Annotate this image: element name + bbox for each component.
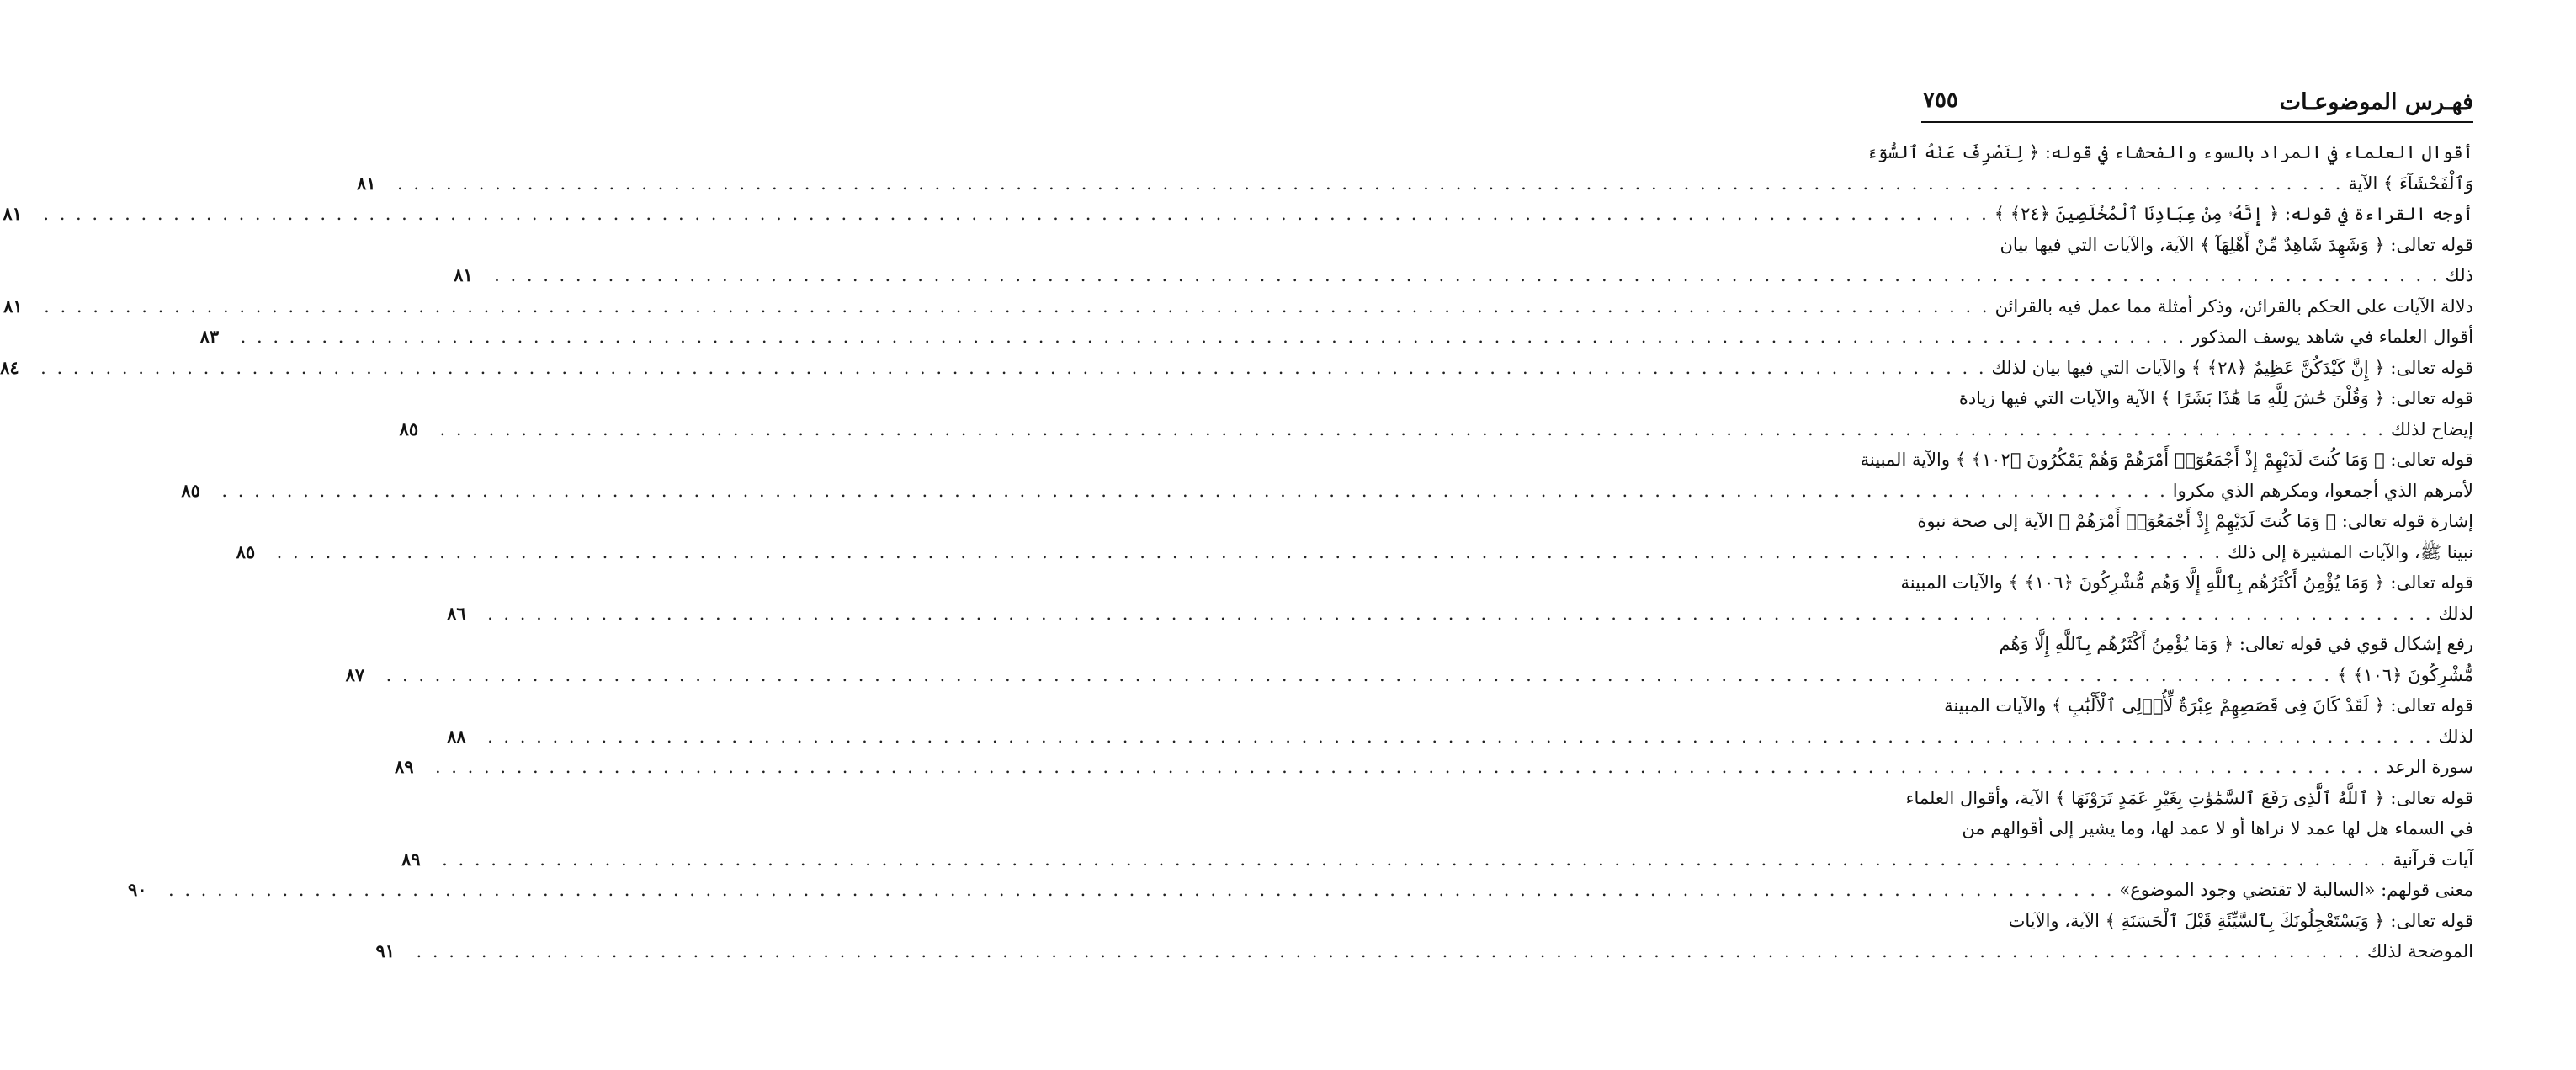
toc-line <box>3 199 2473 230</box>
dot-leader: . . . . . . . . . . . . . . . . . . . . . . . . . . . . . . . . . . . . . . . . . . . . . . . . . . . . . . . . . . . . . . . . . . . . . . . . . . . . . . . . . . . . . . . . . . . . . . . . . . . . . . . . . . . . . . . . . . . . . . . . <box>40 357 1987 378</box>
toc-entry-text: رفع إشكال قوي في قوله تعالى: ﴿ وَمَا يُؤْمِنُ أَكْثَرُهُم بِٱللَّهِ إِلَّا وَهُم <box>1999 634 2473 654</box>
toc-page-number: ٨٥ <box>181 479 200 501</box>
toc-line <box>181 476 2473 507</box>
toc-line <box>199 322 2473 353</box>
toc-page-number: ٨٩ <box>394 756 414 777</box>
toc-line <box>399 414 2473 445</box>
dot-leader: . . . . . . . . . . . . . . . . . . . . . . . . . . . . . . . . . . . . . . . . . . . . . . . . . . . . . . . . . . . . . . . . . . . . . . . . . . . . . . . . . . . . . . . . . . . . . . . . . . . . . . . . . . . . . . . . . . . . . . . . <box>43 204 1989 224</box>
dot-leader: . . . . . . . . . . . . . . . . . . . . . . . . . . . . . . . . . . . . . . . . . . . . . . . . . . . . . . . . . . . . . . . . . . . . . . . . . . . . . . . . . . . . . . . . . . . . . . . . . . . . . . . . . . . . . . . . . . . . . . . . <box>439 418 2386 439</box>
toc-line <box>454 260 2473 291</box>
toc-line <box>1921 383 2473 414</box>
dot-leader: . . . . . . . . . . . . . . . . . . . . . . . . . . . . . . . . . . . . . . . . . . . . . . . . . . . . . . . . . . . . . . . . . . . . . . . . . . . . . . . . . . . . . . . . . . . . . . . . . . . . . . . . . . . . . . . . . . . . . . . . <box>385 664 2333 685</box>
toc-entry-text: آيات قرآنية <box>2393 849 2473 870</box>
toc-page-number: ٨١ <box>356 172 376 194</box>
dot-leader: . . . . . . . . . . . . . . . . . . . . . . . . . . . . . . . . . . . . . . . . . . . . . . . . . . . . . . . . . . . . . . . . . . . . . . . . . . . . . . . . . . . . . . . . . . . . . . . . . . . . . . . . . . . . . . . . . . . . . . . . <box>396 173 2344 194</box>
toc-page-number: ٨٥ <box>399 418 419 439</box>
toc-page-number: ٨٧ <box>345 663 365 685</box>
toc-line <box>0 353 2473 384</box>
toc-line <box>1917 506 2473 537</box>
toc-entry-text: ذلك <box>2445 265 2473 285</box>
toc-line <box>1921 230 2473 261</box>
toc-entry-text: أوجه القراءة في قوله: ﴿ إِنَّهُۥ مِنْ عِبَادِنَا ٱلْمُخْلَصِينَ ﴿٢٤﴾ ﴾ <box>1994 204 2473 224</box>
toc-line <box>375 936 2473 967</box>
toc-entry-text: قوله تعالى: ﴿ وَمَا يُؤْمِنُ أَكْثَرُهُم بِٱللَّهِ إِلَّا وَهُم مُّشْرِكُونَ ﴿١٠٦﴾ ﴾ والآيات المبينة <box>1900 572 2473 593</box>
toc-entry-text: قوله تعالى: ﴿ وَمَا كُنتَ لَدَيْهِمْ إِذْ أَجْمَعُوٓا۟ أَمْرَهُمْ وَهُمْ يَمْكُرُونَ ﴿١٠٢﴾ ﴾ والآية المبينة <box>1860 450 2473 470</box>
page-title: فهـرس الموضوعـات <box>2279 89 2473 115</box>
page-header <box>1921 84 2473 123</box>
toc-line <box>1921 690 2473 721</box>
toc-entry-text: قوله تعالى: ﴿ وَشَهِدَ شَاهِدٌ مِّنْ أَهْلِهَآ ﴾ الآية، والآيات التي فيها بيان <box>2000 234 2473 255</box>
toc-page-number: ٩١ <box>375 940 396 961</box>
toc-line <box>1921 629 2473 660</box>
toc-line <box>356 168 2473 200</box>
table-of-contents <box>0 137 2473 967</box>
dot-leader: . . . . . . . . . . . . . . . . . . . . . . . . . . . . . . . . . . . . . . . . . . . . . . . . . . . . . . . . . . . . . . . . . . . . . . . . . . . . . . . . . . . . . . . . . . . . . . . . . . . . . . . . . . . . . . . . . . . . . . . . <box>240 327 2187 347</box>
toc-line <box>401 844 2473 876</box>
toc-entry-text: معنى قولهم: «السالبة لا تقتضي وجود الموضوع» <box>2119 880 2473 900</box>
toc-page-number: ٨١ <box>454 264 473 285</box>
dot-leader: . . . . . . . . . . . . . . . . . . . . . . . . . . . . . . . . . . . . . . . . . . . . . . . . . . . . . . . . . . . . . . . . . . . . . . . . . . . . . . . . . . . . . . . . . . . . . . . . . . . . . . . . . . . . . . . . . . . . . . . . <box>276 541 2223 562</box>
toc-line <box>447 599 2473 630</box>
toc-page-number: ٨١ <box>3 295 23 317</box>
toc-line <box>1867 137 2473 168</box>
dot-leader: . . . . . . . . . . . . . . . . . . . . . . . . . . . . . . . . . . . . . . . . . . . . . . . . . . . . . . . . . . . . . . . . . . . . . . . . . . . . . . . . . . . . . . . . . . . . . . . . . . . . . . . . . . . . . . . . . . . . . . . . <box>494 265 2441 285</box>
toc-entry-text: قوله تعالى: ﴿ لَقَدْ كَانَ فِى قَصَصِهِمْ عِبْرَةٌ لِّأُو۟لِى ٱلْأَلْبَٰبِ ﴾ والآيات المبينة <box>1944 695 2473 716</box>
toc-line <box>1921 906 2473 937</box>
dot-leader: . . . . . . . . . . . . . . . . . . . . . . . . . . . . . . . . . . . . . . . . . . . . . . . . . . . . . . . . . . . . . . . . . . . . . . . . . . . . . . . . . . . . . . . . . . . . . . . . . . . . . . . . . . . . . . . . . . . . . . . . <box>167 880 2115 900</box>
toc-entry-text: نبينا ﷺ، والآيات المشيرة إلى ذلك <box>2228 541 2473 562</box>
toc-entry-text: وَٱلْفَحْشَآءَ ﴾ الآية <box>2348 173 2473 194</box>
toc-entry-text: إيضاح لذلك <box>2390 418 2473 439</box>
toc-line <box>1921 813 2473 844</box>
toc-line <box>345 660 2473 691</box>
dot-leader: . . . . . . . . . . . . . . . . . . . . . . . . . . . . . . . . . . . . . . . . . . . . . . . . . . . . . . . . . . . . . . . . . . . . . . . . . . . . . . . . . . . . . . . . . . . . . . . . . . . . . . . . . . . . . . . . . . . . . . . . <box>434 757 2382 777</box>
toc-entry-text: قوله تعالى: ﴿ وَيَسْتَعْجِلُونَكَ بِٱلسَّيِّئَةِ قَبْلَ ٱلْحَسَنَةِ ﴾ الآية، والآيات <box>2008 910 2473 931</box>
toc-entry-text: أقوال العلماء في المراد بالسوء والفحشاء في قوله: ﴿ لِنَصْرِفَ عَنْهُ ٱلسُّوٓءَ <box>1867 142 2473 162</box>
toc-entry-text: قوله تعالى: ﴿ ٱللَّهُ ٱلَّذِى رَفَعَ ٱلسَّمَٰوَٰتِ بِغَيْرِ عَمَدٍ تَرَوْنَهَا ﴾ الآية، وأقوال العلماء <box>1905 787 2473 808</box>
toc-page-number: ٨٨ <box>447 725 466 747</box>
toc-page-number: ٩٠ <box>127 879 147 900</box>
toc-entry-text: لأمرهم الذي أجمعوا، ومكرهم الذي مكروا <box>2172 480 2473 501</box>
toc-page-number: ٨٣ <box>199 326 220 347</box>
toc-line <box>236 537 2473 568</box>
toc-page-number: ٨٤ <box>0 356 19 378</box>
toc-entry-text: سورة الرعد <box>2386 757 2473 777</box>
toc-line <box>3 291 2473 322</box>
toc-page-number: ٨٩ <box>401 848 421 870</box>
toc-page-number: ٨٥ <box>236 540 256 562</box>
toc-entry-text: إشارة قوله تعالى: ﴿ وَمَا كُنتَ لَدَيْهِمْ إِذْ أَجْمَعُوٓا۟ أَمْرَهُمْ ﴾ الآية إلى صحة نبوة <box>1917 511 2473 531</box>
toc-entry-text: مُّشْرِكُونَ ﴿١٠٦﴾ ﴾ <box>2337 664 2473 685</box>
toc-page-number: ٨١ <box>3 203 22 224</box>
toc-line <box>127 875 2473 906</box>
toc-line <box>1860 445 2473 476</box>
toc-entry-text: الموضحة لذلك <box>2366 941 2473 961</box>
toc-page-number: ٨٦ <box>447 602 466 624</box>
toc-entry-text: أقوال العلماء في شاهد يوسف المذكور <box>2191 327 2473 347</box>
toc-entry-text: قوله تعالى: ﴿ وَقُلْنَ حَٰشَ لِلَّهِ مَا هَٰذَا بَشَرًا ﴾ الآية والآيات التي فيها زيادة <box>1958 388 2473 408</box>
toc-line <box>1905 783 2473 814</box>
toc-entry-text: في السماء هل لها عمد لا نراها أو لا عمد لها، وما يشير إلى أقوالهم من <box>1962 818 2473 838</box>
toc-entry-text: لذلك <box>2438 726 2473 747</box>
dot-leader: . . . . . . . . . . . . . . . . . . . . . . . . . . . . . . . . . . . . . . . . . . . . . . . . . . . . . . . . . . . . . . . . . . . . . . . . . . . . . . . . . . . . . . . . . . . . . . . . . . . . . . . . . . . . . . . . . . . . . . . . <box>487 603 2434 624</box>
dot-leader: . . . . . . . . . . . . . . . . . . . . . . . . . . . . . . . . . . . . . . . . . . . . . . . . . . . . . . . . . . . . . . . . . . . . . . . . . . . . . . . . . . . . . . . . . . . . . . . . . . . . . . . . . . . . . . . . . . . . . . . . <box>487 726 2434 747</box>
toc-entry-text: لذلك <box>2438 603 2473 624</box>
toc-line <box>447 721 2473 753</box>
toc-entry-text: دلالة الآيات على الحكم بالقرائن، وذكر أمثلة مما عمل فيه بالقرائن <box>1994 295 2473 317</box>
toc-entry-text: قوله تعالى: ﴿ إِنَّ كَيْدَكُنَّ عَظِيمٌ ﴿٢٨﴾ ﴾ والآيات التي فيها بيان لذلك <box>1991 357 2473 378</box>
toc-line <box>1900 567 2473 599</box>
dot-leader: . . . . . . . . . . . . . . . . . . . . . . . . . . . . . . . . . . . . . . . . . . . . . . . . . . . . . . . . . . . . . . . . . . . . . . . . . . . . . . . . . . . . . . . . . . . . . . . . . . . . . . . . . . . . . . . . . . . . . . . . <box>221 480 2168 501</box>
dot-leader: . . . . . . . . . . . . . . . . . . . . . . . . . . . . . . . . . . . . . . . . . . . . . . . . . . . . . . . . . . . . . . . . . . . . . . . . . . . . . . . . . . . . . . . . . . . . . . . . . . . . . . . . . . . . . . . . . . . . . . . . <box>416 941 2362 961</box>
page-number: ٧٥٥ <box>1923 88 1958 113</box>
dot-leader: . . . . . . . . . . . . . . . . . . . . . . . . . . . . . . . . . . . . . . . . . . . . . . . . . . . . . . . . . . . . . . . . . . . . . . . . . . . . . . . . . . . . . . . . . . . . . . . . . . . . . . . . . . . . . . . . . . . . . . . . <box>442 849 2388 870</box>
dot-leader: . . . . . . . . . . . . . . . . . . . . . . . . . . . . . . . . . . . . . . . . . . . . . . . . . . . . . . . . . . . . . . . . . . . . . . . . . . . . . . . . . . . . . . . . . . . . . . . . . . . . . . . . . . . . . . . . . . . . . . . . <box>44 295 1990 317</box>
toc-line <box>394 752 2473 783</box>
